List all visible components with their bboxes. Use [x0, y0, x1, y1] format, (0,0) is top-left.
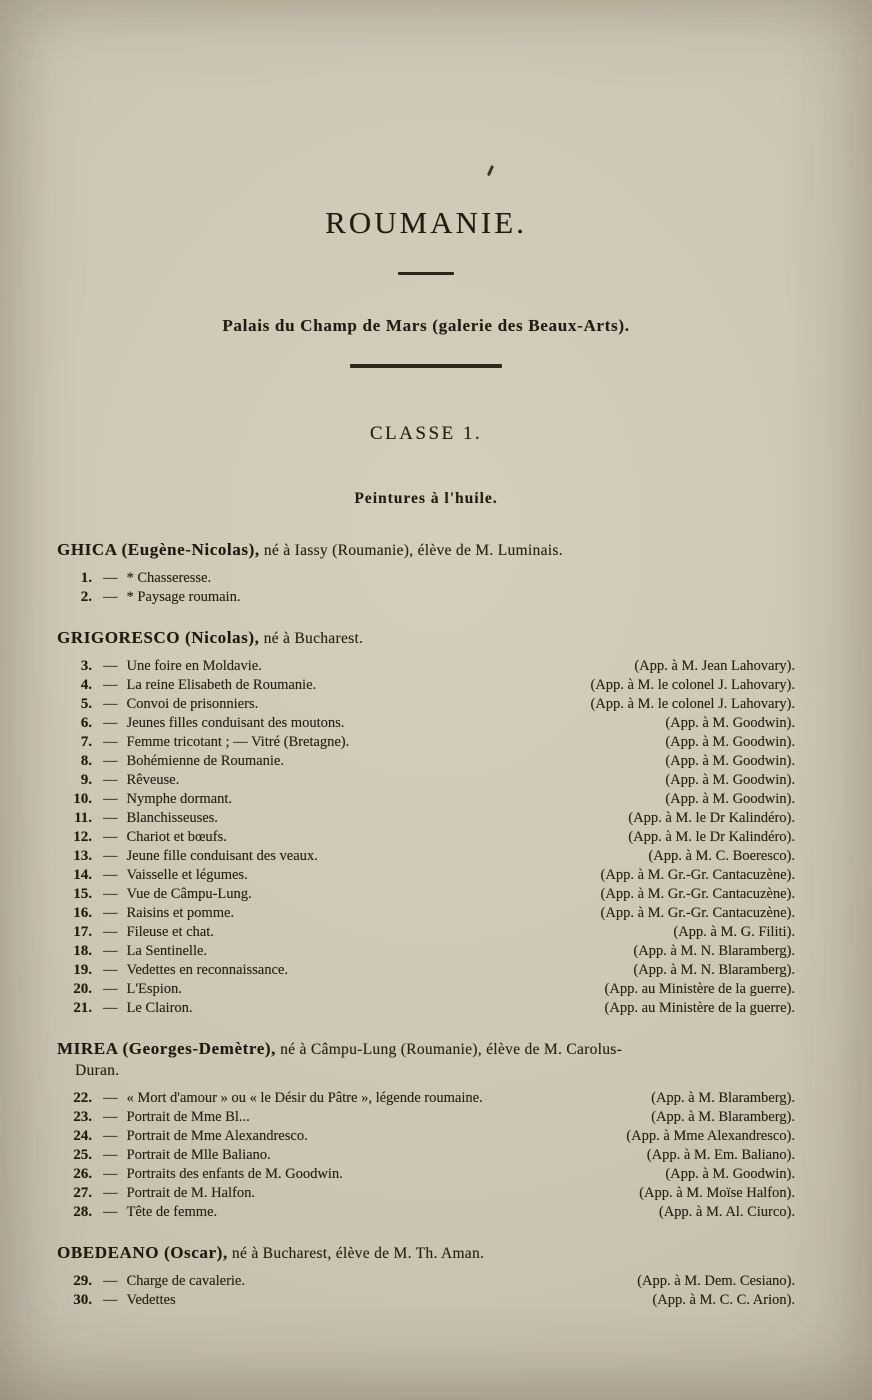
entry-number: 4. [80, 676, 92, 693]
entry-attribution: (App. à M. Jean Lahovary). [634, 657, 795, 674]
entry-title: Tête de femme. [126, 1203, 218, 1220]
catalog-entry [57, 695, 795, 714]
entry-number: 23. [73, 1108, 92, 1125]
entry-dash: — [103, 1127, 118, 1144]
entry-attribution: (App. à M. Dem. Cesiano). [637, 1272, 795, 1289]
entry-number: 7. [80, 733, 92, 750]
entry-title: Blanchisseuses. [126, 809, 218, 826]
entry-dash: — [103, 1291, 118, 1308]
entry-number: 2. [80, 588, 92, 605]
catalog-entry [57, 809, 795, 828]
entry-number: 29. [73, 1272, 92, 1289]
catalog-entry [57, 1165, 795, 1184]
entry-attribution: (App. à M. C. Boeresco). [648, 847, 795, 864]
entry-title: * Paysage roumain. [126, 588, 241, 605]
catalog-entry [57, 1089, 795, 1108]
artist-sections [57, 539, 795, 1310]
entry-attribution: (App. à M. Goodwin). [665, 790, 795, 807]
catalog-entry [57, 942, 795, 961]
entry-attribution: (App. à M. Gr.-Gr. Cantacuzène). [600, 904, 795, 921]
entry-attribution: (App. à M. Moïse Halfon). [639, 1184, 795, 1201]
entry-title: Vedettes en reconnaissance. [126, 961, 288, 978]
entry-title: La reine Elisabeth de Roumanie. [126, 676, 317, 693]
entry-attribution: (App. à M. Goodwin). [665, 714, 795, 731]
entry-number: 12. [73, 828, 92, 845]
entry-attribution: (App. à M. le Dr Kalindéro). [628, 828, 795, 845]
entry-number: 14. [73, 866, 92, 883]
catalog-entry [57, 1203, 795, 1222]
catalog-entry [57, 847, 795, 866]
artist-name: OBEDEANO (Oscar), [57, 1242, 228, 1262]
artist-name: GRIGORESCO (Nicolas), [57, 627, 260, 647]
artist-section [57, 539, 795, 607]
entry-number: 22. [73, 1089, 92, 1106]
entry-dash: — [103, 980, 118, 997]
entry-title: Jeunes filles conduisant des moutons. [126, 714, 345, 731]
catalog-entry [57, 1146, 795, 1165]
artist-section [57, 627, 795, 1018]
entry-dash: — [103, 771, 118, 788]
entry-attribution: (App. à M. Blaramberg). [651, 1089, 795, 1106]
entry-list [57, 569, 795, 607]
entry-attribution: (App. à M. Goodwin). [665, 1165, 795, 1182]
catalog-entry [57, 1127, 795, 1146]
entry-list [57, 657, 795, 1018]
entry-title: L'Espion. [126, 980, 182, 997]
entry-attribution: (App. au Ministère de la guerre). [604, 999, 795, 1016]
artist-info: né à Bucharest, élève de M. Th. Aman. [227, 1244, 485, 1262]
entry-attribution: (App. à M. N. Blaramberg). [633, 942, 795, 959]
artist-header [57, 1242, 795, 1264]
artist-header [57, 539, 795, 561]
entry-attribution: (App. à M. Goodwin). [665, 733, 795, 750]
catalog-entry [57, 885, 795, 904]
entry-attribution: (App. à M. le Dr Kalindéro). [628, 809, 795, 826]
catalog-entry [57, 790, 795, 809]
entry-dash: — [103, 1165, 118, 1182]
entry-number: 27. [73, 1184, 92, 1201]
artist-name: MIREA (Georges-Demètre), [57, 1038, 276, 1058]
entry-number: 28. [73, 1203, 92, 1220]
catalog-entry [57, 1108, 795, 1127]
entry-dash: — [103, 866, 118, 883]
catalog-entry [57, 866, 795, 885]
entry-dash: — [103, 1089, 118, 1106]
entry-dash: — [103, 828, 118, 845]
entry-title: « Mort d'amour » ou « le Désir du Pâtre », légende roumaine. [126, 1089, 483, 1106]
entry-list [57, 1272, 795, 1310]
entry-number: 26. [73, 1165, 92, 1182]
entry-title: Convoi de prisonniers. [126, 695, 259, 712]
page-title: ROUMANIE. [325, 205, 527, 240]
entry-attribution: (App. à M. C. C. Arion). [652, 1291, 795, 1308]
entry-dash: — [103, 657, 118, 674]
catalog-entry [57, 1291, 795, 1310]
entry-attribution: (App. au Ministère de la guerre). [604, 980, 795, 997]
entry-dash: — [103, 1108, 118, 1125]
entry-number: 25. [73, 1146, 92, 1163]
entry-dash: — [103, 809, 118, 826]
entry-number: 19. [73, 961, 92, 978]
entry-dash: — [103, 588, 118, 605]
catalog-entry [57, 1184, 795, 1203]
entry-title: Portraits des enfants de M. Goodwin. [126, 1165, 343, 1182]
entry-dash: — [103, 1203, 118, 1220]
entry-attribution: (App. à Mme Alexandresco). [626, 1127, 795, 1144]
artist-name: GHICA (Eugène-Nicolas), [57, 539, 260, 559]
entry-dash: — [103, 847, 118, 864]
entry-number: 1. [80, 569, 92, 586]
catalog-entry [57, 657, 795, 676]
entry-attribution: (App. à M. Gr.-Gr. Cantacuzène). [600, 866, 795, 883]
entry-dash: — [103, 695, 118, 712]
entry-attribution: (App. à M. Al. Ciurco). [658, 1203, 795, 1220]
entry-number: 16. [73, 904, 92, 921]
entry-number: 3. [80, 657, 92, 674]
entry-dash: — [103, 961, 118, 978]
entry-title: Nymphe dormant. [126, 790, 233, 807]
entry-dash: — [103, 904, 118, 921]
entry-number: 21. [73, 999, 92, 1016]
entry-attribution: (App. à M. Gr.-Gr. Cantacuzène). [600, 885, 795, 902]
catalog-entry [57, 1272, 795, 1291]
medium-heading: Peintures à l'huile. [354, 489, 498, 507]
artist-info: né à Câmpu-Lung (Roumanie), élève de M. Carolus- Duran. [75, 1040, 623, 1079]
entry-dash: — [103, 1272, 118, 1289]
catalog-entry [57, 676, 795, 695]
scan-artifact [487, 165, 494, 176]
entry-title: Vaisselle et légumes. [126, 866, 248, 883]
entry-list [57, 1089, 795, 1222]
artist-info: né à Bucharest. [259, 629, 364, 647]
entry-title: Portrait de M. Halfon. [126, 1184, 255, 1201]
entry-title: Le Clairon. [126, 999, 193, 1016]
entry-number: 6. [80, 714, 92, 731]
entry-title: Chariot et bœufs. [126, 828, 227, 845]
classe-heading: CLASSE 1. [369, 422, 483, 444]
catalog-entry [57, 752, 795, 771]
entry-number: 17. [73, 923, 92, 940]
entry-dash: — [103, 942, 118, 959]
entry-number: 24. [73, 1127, 92, 1144]
catalog-entry [57, 904, 795, 923]
entry-attribution: (App. à M. Em. Baliano). [646, 1146, 795, 1163]
divider-short [398, 272, 454, 275]
entry-number: 30. [73, 1291, 92, 1308]
entry-number: 8. [80, 752, 92, 769]
artist-header [57, 627, 795, 649]
entry-number: 11. [74, 809, 92, 826]
artist-section [57, 1038, 795, 1222]
catalog-entry [57, 771, 795, 790]
entry-title: Jeune fille conduisant des veaux. [126, 847, 318, 864]
entry-dash: — [103, 1146, 118, 1163]
entry-attribution: (App. à M. le colonel J. Lahovary). [590, 695, 795, 712]
entry-dash: — [103, 1184, 118, 1201]
artist-header [57, 1038, 795, 1081]
catalog-entry [57, 733, 795, 752]
entry-title: Fileuse et chat. [126, 923, 214, 940]
entry-attribution: (App. à M. Goodwin). [665, 771, 795, 788]
catalog-entry [57, 923, 795, 942]
entry-dash: — [103, 790, 118, 807]
venue-title: Palais du Champ de Mars (galerie des Beaux-Arts). [222, 316, 630, 335]
entry-number: 15. [73, 885, 92, 902]
catalog-entry [57, 588, 795, 607]
entry-number: 20. [73, 980, 92, 997]
entry-attribution: (App. à M. le colonel J. Lahovary). [590, 676, 795, 693]
entry-attribution: (App. à M. G. Filiti). [673, 923, 795, 940]
entry-attribution: (App. à M. Blaramberg). [651, 1108, 795, 1125]
entry-attribution: (App. à M. N. Blaramberg). [633, 961, 795, 978]
entry-dash: — [103, 714, 118, 731]
entry-title: Raisins et pomme. [126, 904, 235, 921]
entry-title: Portrait de Mme Bl... [126, 1108, 250, 1125]
entry-title: Portrait de Mlle Baliano. [126, 1146, 271, 1163]
divider-long [350, 364, 502, 368]
artist-section [57, 1242, 795, 1310]
entry-dash: — [103, 733, 118, 750]
entry-number: 9. [80, 771, 92, 788]
catalog-entry [57, 714, 795, 733]
entry-dash: — [103, 752, 118, 769]
entry-dash: — [103, 676, 118, 693]
entry-title: Une foire en Moldavie. [126, 657, 262, 674]
entry-dash: — [103, 923, 118, 940]
catalog-entry [57, 980, 795, 999]
entry-number: 13. [73, 847, 92, 864]
entry-attribution: (App. à M. Goodwin). [665, 752, 795, 769]
entry-title: * Chasseresse. [126, 569, 212, 586]
catalog-entry [57, 828, 795, 847]
catalog-entry [57, 961, 795, 980]
entry-title: Vedettes [126, 1291, 176, 1308]
entry-title: Rêveuse. [126, 771, 180, 788]
entry-title: Charge de cavalerie. [126, 1272, 245, 1289]
entry-title: Vue de Câmpu-Lung. [126, 885, 252, 902]
entry-title: Bohémienne de Roumanie. [126, 752, 284, 769]
entry-dash: — [103, 569, 118, 586]
entry-number: 5. [80, 695, 92, 712]
entry-title: Portrait de Mme Alexandresco. [126, 1127, 308, 1144]
entry-number: 18. [73, 942, 92, 959]
artist-info: né à Iassy (Roumanie), élève de M. Luminais. [259, 541, 563, 559]
entry-number: 10. [73, 790, 92, 807]
entry-title: La Sentinelle. [126, 942, 208, 959]
entry-dash: — [103, 999, 118, 1016]
entry-dash: — [103, 885, 118, 902]
catalog-entry [57, 569, 795, 588]
entry-title: Femme tricotant ; — Vitré (Bretagne). [126, 733, 350, 750]
catalog-entry [57, 999, 795, 1018]
